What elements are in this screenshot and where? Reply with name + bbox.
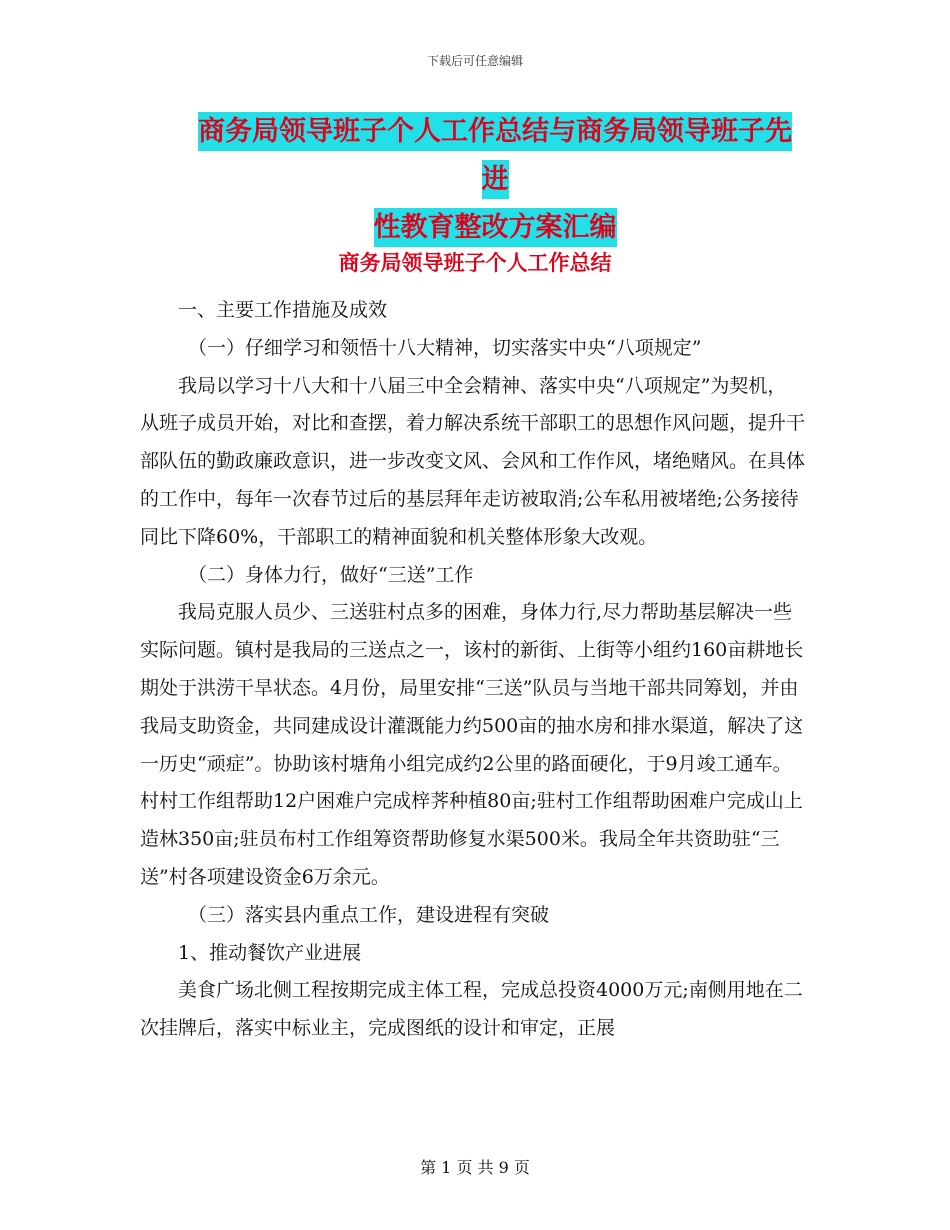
subheading-1: （一）仔细学习和领悟十八大精神，切实落实中央“八项规定”: [188, 336, 702, 359]
paragraph-1: 我局以学习十八大和十八届三中全会精神、落实中央“八项规定”为契机，从班子成员开始，对比和查摆，着力解决系统干部职工的思想作风问题，提升干部队伍的勤政廉政意识，进一步改变文风、会风和工作作风，堵绝赌风。在具体的工作中，每年一次春节过后的基层拜年走访被取消;公车私用被堵绝;公务接待同比下降60%，干部职工的精神面貌和机关整体形象大改观。: [140, 374, 806, 548]
subheading-2: （二）身体力行，做好“三送”工作: [188, 563, 474, 586]
paragraph-2: 我局克服人员少、三送驻村点多的困难，身体力行,尽力帮助基层解决一些实际问题。镇村是我局的三送点之一，该村的新街、上街等小组约160亩耕地长期处于洪涝干旱状态。4月份，局里安排“三送”队员与当地干部共同筹划，并由我局支助资金，共同建成设计灌溉能力约500亩的抽水房和排水渠道，解决了这一历史“顽症”。协助该村塘角小组完成约2公里的路面硬化，于9月竣工通车。村村工作组帮助12户困难户完成梓荠种植80亩;驻村工作组帮助困难户完成山上造林350亩;驻员布村工作组筹资帮助修复水渠500米。我局全年共资助驻“三送”村各项建设资金6万余元。: [140, 601, 804, 888]
paragraph-3: 美食广场北侧工程按期完成主体工程，完成总投资4000万元;南侧用地在二次挂牌后，落实中标业主，完成图纸的设计和审定，正展: [140, 979, 803, 1040]
title-line-2: 性教育整改方案汇编: [374, 208, 617, 247]
title-line-1: 商务局领导班子个人工作总结与商务局领导班子先进: [198, 112, 792, 199]
heading-main-measures: 一、主要工作措施及成效: [178, 299, 388, 321]
item-1: 1、推动餐饮产业进展: [178, 941, 362, 964]
page-footer: 第 1 页 共 9 页: [420, 1158, 530, 1177]
document-body: [140, 292, 805, 1048]
subheading-3: （三）落实县内重点工作，建设进程有突破: [188, 903, 550, 926]
section-title: 商务局领导班子个人工作总结: [338, 251, 612, 275]
header-note: 下载后可任意编辑: [426, 54, 523, 68]
document-title: [185, 108, 805, 252]
